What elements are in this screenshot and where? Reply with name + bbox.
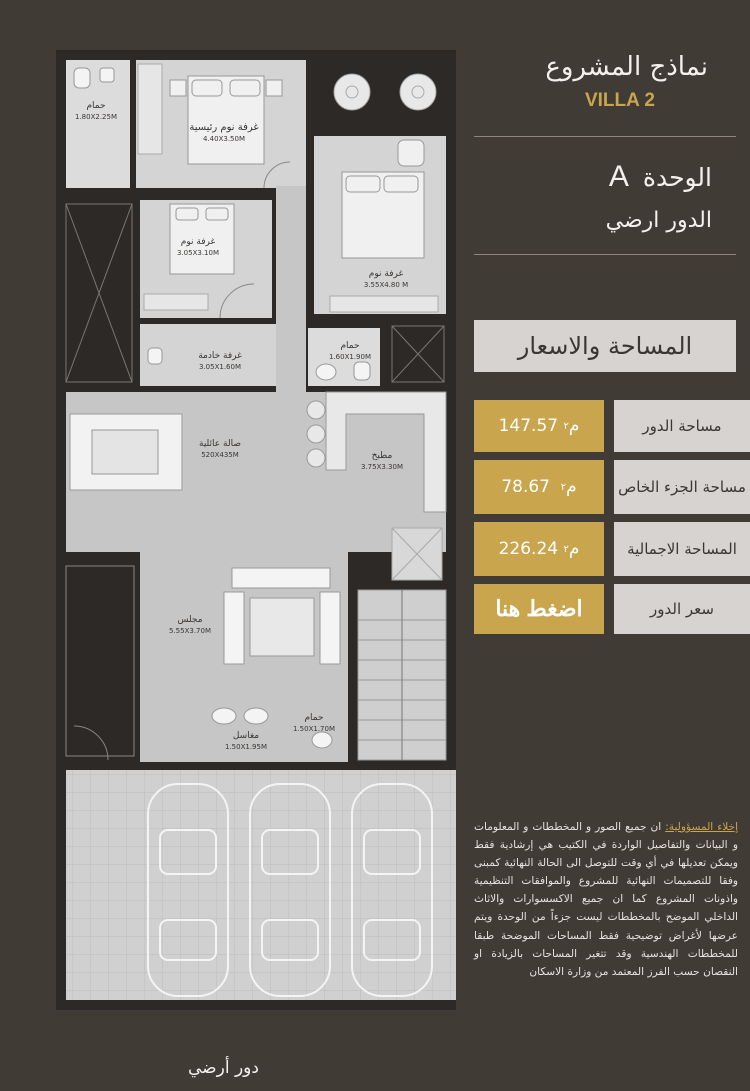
- balcony-table-icon: [334, 74, 370, 110]
- room-dims: 4.40X3.50M: [202, 135, 246, 143]
- disclaimer-lead: إخلاء المسؤولية:: [665, 821, 739, 833]
- floor-area-label: مساحة الدور: [614, 400, 750, 452]
- room-dims: 3.05X3.10M: [176, 249, 220, 257]
- room-name: غرفة خادمة: [198, 351, 242, 361]
- area-number: 226.24: [498, 539, 559, 559]
- staircase: [358, 590, 446, 760]
- majlis-sofa-icon: [224, 568, 340, 664]
- project-title: نماذج المشروع: [545, 52, 708, 82]
- unit-letter: A: [608, 160, 629, 193]
- area-unit: م: [568, 539, 580, 559]
- divider: [474, 136, 736, 137]
- room-dims: 520X435M: [201, 451, 239, 459]
- room-dims: 3.05X1.60M: [198, 363, 242, 371]
- floor-area-value: م ٢ 147.57: [474, 400, 604, 452]
- total-area-label: المساحة الاجمالية: [614, 522, 750, 576]
- room-name: صالة عائلية: [199, 439, 241, 449]
- family-sofa-icon: [70, 414, 182, 490]
- room-name: غرفة نوم: [368, 269, 404, 279]
- total-area-value: م ٢ 226.24: [474, 522, 604, 576]
- wardrobe-1: [138, 64, 162, 154]
- unit-label: الوحدة: [642, 163, 712, 192]
- click-here-button[interactable]: اضغط هنا: [474, 584, 604, 634]
- room-name: مطبخ: [371, 451, 393, 461]
- room-name: غرفة نوم رئيسية: [189, 122, 259, 133]
- room-dims: 1.60X1.90M: [328, 353, 372, 361]
- area-unit: م: [566, 477, 577, 497]
- area-unit: م: [568, 416, 580, 436]
- private-area-value: م ٢ 78.67: [474, 460, 604, 514]
- room-name: حمام: [304, 713, 324, 723]
- room-dims: 1.50X1.70M: [292, 725, 336, 733]
- room-name: مجلس: [177, 615, 203, 625]
- parking-floor: [66, 770, 456, 1000]
- disclaimer-body: ان جميع الصور و المخططات و المعلومات و البيانات والتفاصيل الواردة في الكتيب هي إرشادية فقط ويمكن تعديلها في أي وقت للتوصل الى الحالة النهائية كمبنى وفقا للتصميمات النهائية للمشروع والموافقات التنظيمية واذونات المشروع كما ان جميع الاكسسوارات والاثاث الداخلي الموضح بالمخططات ليست جزءاً من الوحدة ويتم عرضها لأغراض توضيحية فقط المساحات الموضحة طبقا للمخططات الهندسية وقد تتغير المساحات بالزيادة او النقصان حسب الفرز المعتمد من وزارة الاسكان: [474, 821, 738, 978]
- private-area-label: مساحة الجزء الخاص: [614, 460, 750, 514]
- corridor-floor: [276, 186, 306, 392]
- divider: [474, 254, 736, 255]
- area-number: 147.57: [498, 416, 559, 436]
- balcony-table-icon: [400, 74, 436, 110]
- room-name: حمام: [86, 101, 106, 111]
- room-dims: 3.75X3.30M: [360, 463, 404, 471]
- disclaimer: [474, 818, 738, 981]
- elevator-icon: [392, 528, 442, 580]
- room-dims: 1.50X1.95M: [224, 743, 268, 751]
- room-name: غرفة نوم: [180, 237, 216, 247]
- area-number: 78.67: [501, 477, 550, 497]
- wardrobe-2: [144, 294, 208, 310]
- wardrobe-3: [330, 296, 438, 312]
- villa-name: VILLA 2: [584, 90, 655, 111]
- room-dims: 3.55X4.80 M: [363, 281, 409, 289]
- room-dims: 5.55X3.70M: [168, 627, 212, 635]
- room-dims: 1.80X2.25M: [74, 113, 118, 121]
- plan-floor-label: دور أرضي: [188, 1058, 259, 1078]
- room-name: مغاسل: [232, 731, 260, 741]
- unit-heading: [609, 160, 712, 194]
- floor-heading: الدور ارضي: [605, 208, 712, 233]
- pricing-heading: المساحة والاسعار: [474, 320, 736, 372]
- room-name: حمام: [340, 341, 360, 351]
- floor-price-label: سعر الدور: [614, 584, 750, 634]
